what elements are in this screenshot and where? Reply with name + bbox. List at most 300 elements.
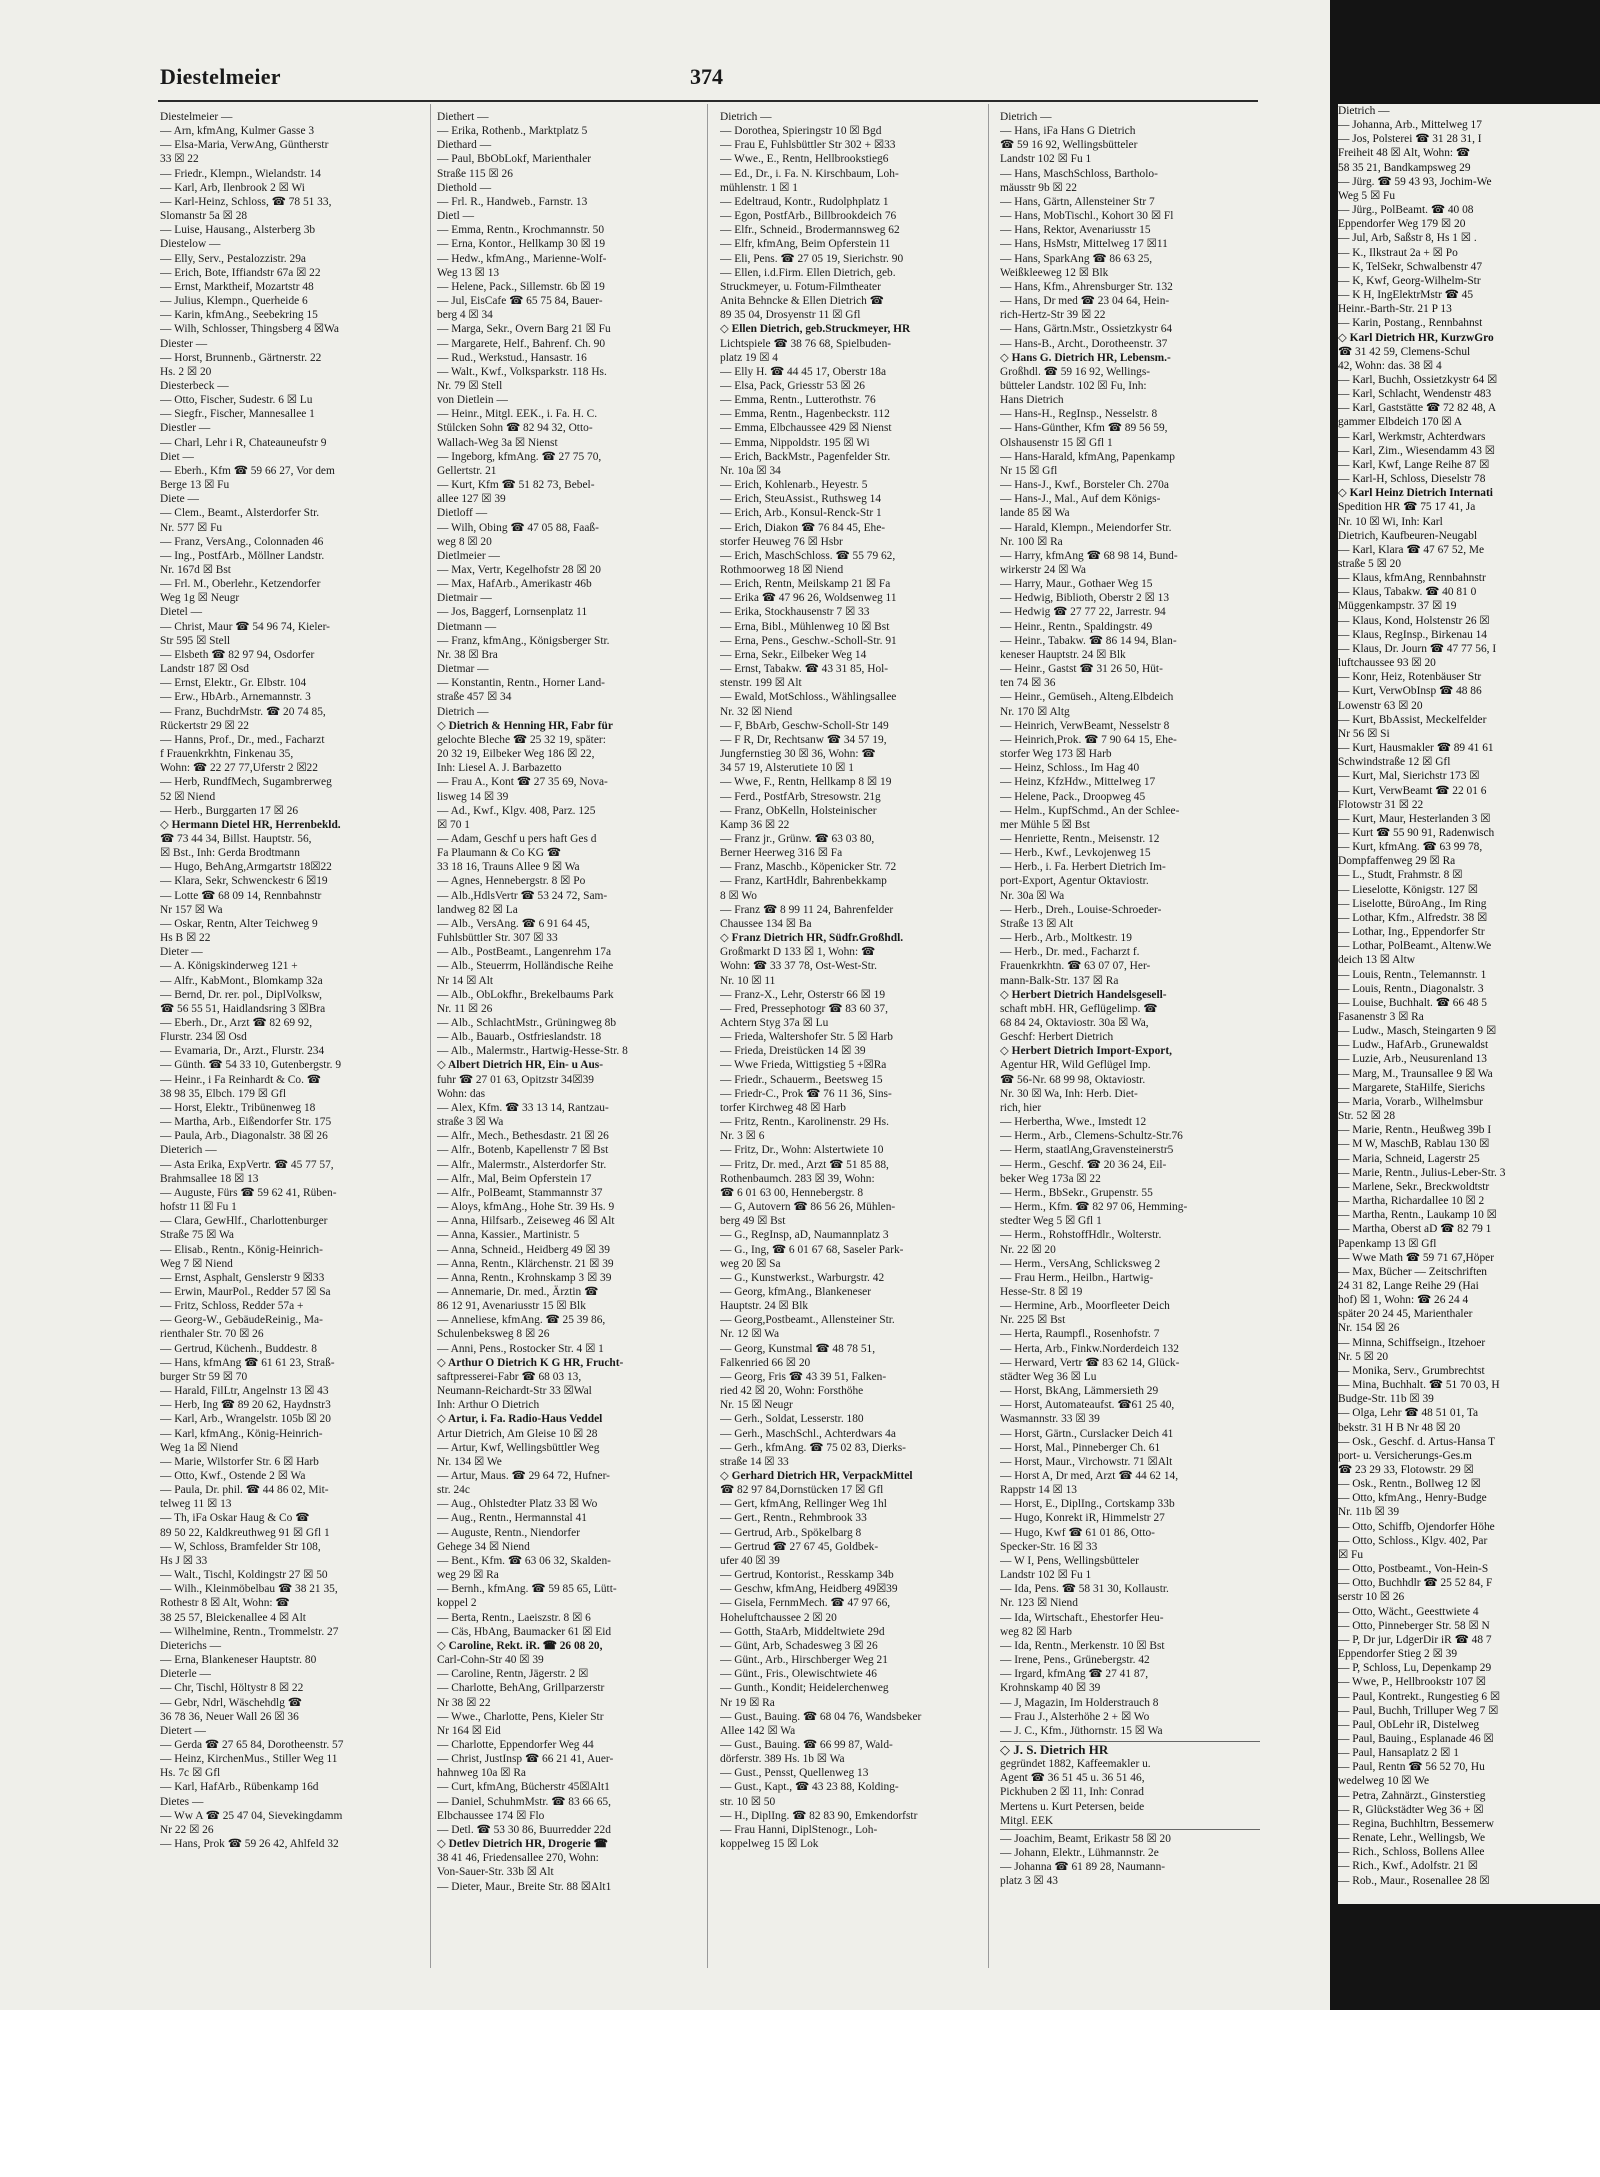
directory-entry-line: — Martha, Rentn., Laukamp 10 ☒: [1338, 1209, 1497, 1222]
directory-entry-line: — Rob., Maur., Rosenallee 28 ☒: [1338, 1874, 1490, 1887]
directory-entry-line: Flotowstr 31 ☒ 22: [1338, 798, 1424, 811]
directory-entry-line: ◇ Gerhard Dietrich HR, VerpackMittel: [720, 1470, 913, 1482]
directory-entry-line: — Erwin, MaurPol., Redder 57 ☒ Sa: [160, 1285, 331, 1298]
directory-entry-line: — Gertrud, Küchenh., Buddestr. 8: [160, 1342, 317, 1355]
directory-entry-line: — Paula, Dr. phil. ☎ 44 86 02, Mit-: [160, 1484, 329, 1497]
directory-entry-line: — Herbertha, Wwe., Imstedt 12: [1000, 1116, 1147, 1129]
directory-entry-line: — Wwe, F., Rentn, Hellkamp 8 ☒ 19: [720, 776, 892, 789]
directory-entry-line: — Aug., Ohlstedter Platz 33 ☒ Wo: [437, 1498, 598, 1511]
directory-entry-line: Nr 56 ☒ Si: [1338, 727, 1390, 740]
directory-entry-line: — Kurt, Maur, Hesterlanden 3 ☒: [1338, 812, 1491, 825]
directory-entry-line: Nr. 167d ☒ Bst: [160, 564, 231, 576]
directory-column-3: [720, 110, 980, 1970]
directory-entry-line: ◇ Arthur O Dietrich K G HR, Frucht-: [437, 1356, 624, 1369]
directory-entry-line: Landstr 102 ☒ Fu 1: [1000, 1569, 1092, 1582]
directory-entry-line: Geschf: Herbert Dietrich: [1000, 1031, 1114, 1044]
directory-entry-line: — Ernst, Asphalt, Genslerstr 9 ☒33: [160, 1271, 325, 1284]
column-divider: [988, 104, 989, 1968]
directory-entry-line: — Gerh., Soldat, Lesserstr. 180: [720, 1413, 864, 1426]
directory-entry-line: bütteler Landstr. 102 ☒ Fu, Inh:: [1000, 379, 1147, 392]
directory-entry-line: — Gunth., Kondit; Heidelerchenweg: [720, 1682, 889, 1695]
directory-entry-line: Nr. 225 ☒ Bst: [1000, 1314, 1066, 1327]
directory-entry-line: rich-Hertz-Str 39 ☒ 22: [1000, 309, 1106, 322]
directory-entry-line: — Heinr., Mitgl. EEK., i. Fa. H. C.: [437, 408, 598, 421]
directory-entry-line: — Harry, Maur., Gothaer Weg 15: [1000, 578, 1153, 591]
directory-entry-line: — Franz, Maschb., Köpenicker Str. 72: [720, 861, 897, 874]
directory-entry-line: — Hermine, Arb., Moorfleeter Deich: [1000, 1300, 1170, 1313]
directory-entry-line: 52 ☒ Niend: [160, 790, 216, 803]
directory-entry-line: Hoheluftchaussee 2 ☒ 20: [720, 1611, 837, 1624]
directory-entry-line: hof) ☒ 1, Wohn: ☎ 26 24 4: [1338, 1294, 1469, 1307]
directory-entry-line: — Berta, Rentn., Laeiszstr. 8 ☒ 6: [437, 1611, 591, 1624]
directory-entry-line: — Johanna ☎ 61 89 28, Naumann-: [1000, 1861, 1166, 1874]
directory-entry-line: — Lothar, PolBeamt., Altenw.We: [1338, 940, 1492, 953]
directory-entry-line: Hs. 2 ☒ 20: [160, 365, 212, 378]
directory-entry-line: — M W, MaschB, Rablau 130 ☒: [1338, 1138, 1490, 1151]
directory-entry-line: — Erika, Rothenb., Marktplatz 5: [437, 125, 588, 138]
directory-entry-line: weg 82 ☒ Harb: [1000, 1625, 1072, 1638]
directory-entry-line: — Asta Erika, ExpVertr. ☎ 45 77 57,: [160, 1158, 334, 1171]
directory-entry-line: ◇ Karl Heinz Dietrich Internati: [1338, 487, 1493, 500]
directory-entry-line: — Heinrich, VerwBeamt, Nesselstr 8: [1000, 719, 1170, 732]
directory-entry-line: Hs B ☒ 22: [160, 932, 211, 945]
directory-entry-line: Agentur HR, Wild Geflügel Imp.: [1000, 1059, 1151, 1072]
directory-entry-line: — Rud., Werkstud., Hansastr. 16: [437, 351, 587, 364]
directory-entry-line: — Hans, HsMstr, Mittelweg 17 ☒11: [1000, 238, 1168, 251]
directory-entry-line: — Franz, VersAng., Colonnaden 46: [160, 535, 324, 548]
directory-entry-line: — Franz jr., Grünw. ☎ 63 03 80,: [720, 832, 875, 845]
directory-entry-line: Artur Dietrich, Am Gleise 10 ☒ 28: [437, 1427, 598, 1440]
directory-entry-line: — Hugo, Kwf ☎ 61 01 86, Otto-: [1000, 1526, 1155, 1539]
directory-entry-line: keneser Hauptstr. 24 ☒ Blk: [1000, 648, 1126, 661]
directory-entry-line: Dietmair —: [437, 592, 492, 605]
directory-entry-line: Berner Heerweg 316 ☒ Fa: [720, 847, 843, 860]
directory-entry-line: Dietmann —: [437, 620, 497, 633]
boxed-advertisement-entry: [1000, 1741, 1260, 1830]
directory-entry-line: — Klaus, Tabakw. ☎ 40 81 0: [1338, 586, 1477, 599]
directory-entry-line: 34 57 19, Alsterutiete 10 ☒ 1: [720, 762, 854, 775]
directory-entry-line: ☎ 82 97 84,Dornstücken 17 ☒ Gfl: [720, 1484, 884, 1497]
directory-entry-line: — Anna, Rentn., Krohnskamp 3 ☒ 39: [437, 1271, 612, 1284]
directory-entry-line: — Ida, Rentn., Merkenstr. 10 ☒ Bst: [1000, 1639, 1165, 1652]
directory-entry-line: — Charlotte, BehAng, Grillparzerstr: [437, 1682, 605, 1695]
directory-entry-line: ufer 40 ☒ 39: [720, 1554, 780, 1567]
directory-entry-line: — Heinz, Schloss., Im Hag 40: [1000, 762, 1140, 775]
directory-entry-line: — Gust., Kapt., ☎ 43 23 88, Kolding-: [720, 1781, 899, 1794]
directory-entry-line: Achtern Styg 37a ☒ Lu: [720, 1017, 829, 1029]
directory-entry-line: Nr 19 ☒ Ra: [720, 1696, 775, 1709]
directory-entry-line: — Wwe, P., Hellbrookstr 107 ☒: [1338, 1676, 1486, 1689]
directory-entry-line: — Dieter, Maur., Breite Str. 88 ☒Alt1: [437, 1880, 612, 1893]
directory-entry-line: str. 10 ☒ 50: [720, 1795, 776, 1808]
directory-entry-line: ☎ 6 01 63 00, Hennebergstr. 8: [720, 1186, 864, 1199]
directory-entry-line: Nr. 11 ☒ 26: [437, 1002, 493, 1015]
directory-entry-line: — G., Kunstwerkst., Warburgstr. 42: [720, 1271, 885, 1284]
directory-entry-line: — Gisela, FernmMech. ☎ 47 97 66,: [720, 1597, 891, 1610]
directory-entry-line: — Herm., VersAng, Schlicksweg 2: [1000, 1257, 1161, 1270]
directory-entry-line: — Herm., Kfm. ☎ 82 97 06, Hemming-: [1000, 1201, 1188, 1214]
directory-entry-line: — Herta, Arb., Finkw.Norderdeich 132: [1000, 1342, 1179, 1355]
directory-entry-line: — Paul, BbObLokf, Marienthaler: [437, 153, 592, 166]
directory-entry-line: — Günt, Arb, Schadesweg 3 ☒ 26: [720, 1639, 878, 1652]
directory-entry-line: — Louise, Buchhalt. ☎ 66 48 5: [1338, 996, 1487, 1009]
directory-entry-line: Nr. 11b ☒ 39: [1338, 1506, 1400, 1519]
directory-entry-line: — Klaus, Dr. Journ ☎ 47 77 56, I: [1338, 642, 1497, 655]
directory-entry-line: ◇ Dietrich & Henning HR, Fabr für: [437, 719, 613, 732]
directory-entry-line: Dietrich —: [437, 705, 489, 718]
directory-entry-line: — Horst, Mal., Pinneberger Ch. 61: [1000, 1441, 1161, 1454]
directory-entry-line: — Günt., Arb., Hirschberger Weg 21: [720, 1654, 888, 1667]
directory-entry-line: — Max, Bücher — Zeitschriften: [1338, 1265, 1487, 1278]
directory-entry-line: — Erika ☎ 47 96 26, Woldsenweg 11: [720, 592, 897, 605]
directory-entry-line: ☎ 31 42 59, Clemens-Schul: [1338, 345, 1471, 358]
directory-entry-line: — Ellen, i.d.Firm. Ellen Dietrich, geb.: [720, 266, 896, 279]
directory-entry-line: — Louis, Rentn., Telemannstr. 1: [1338, 968, 1487, 981]
directory-entry-line: Nr. 577 ☒ Fu: [160, 521, 223, 534]
directory-entry-line: — Frau E, Fuhlsbüttler Str 302 + ☒33: [720, 139, 896, 152]
directory-entry-line: luftchaussee 93 ☒ 20: [1338, 657, 1436, 670]
directory-entry-line: Mertens u. Kurt Petersen, beide: [1000, 1800, 1145, 1813]
directory-entry-line: Brahmsallee 18 ☒ 13: [160, 1172, 259, 1185]
directory-entry-line: — Gerh., MaschSchl., Achterdwars 4a: [720, 1427, 896, 1440]
directory-entry-line: — Ww A ☎ 25 47 04, Sievekingdamm: [160, 1809, 343, 1822]
facing-page-edge: [1330, 0, 1600, 2010]
directory-entry-line: — Alb., PostBeamt., Langenrehm 17a: [437, 946, 611, 959]
directory-entry-line: Weg 1a ☒ Niend: [160, 1441, 238, 1454]
directory-entry-line: — Ludw., Masch, Steingarten 9 ☒: [1338, 1025, 1497, 1038]
directory-entry-line: — Erich, Bote, Iffiandstr 67a ☒ 22: [160, 266, 321, 279]
directory-entry-line: — Hans, MaschSchloss, Bartholo-: [1000, 167, 1158, 180]
page-number: 374: [690, 64, 723, 89]
directory-entry-line: — H., DiplIng. ☎ 82 83 90, Emkendorfstr: [720, 1809, 918, 1822]
directory-entry-line: — Marga, Sekr., Overn Barg 21 ☒ Fu: [437, 323, 611, 336]
directory-column-2: [437, 110, 697, 1970]
directory-entry-line: Wohn: ☎ 33 37 78, Ost-West-Str.: [720, 960, 877, 973]
directory-entry-line: — Elsa, Pack, Griesstr 53 ☒ 26: [720, 379, 865, 392]
directory-entry-line: bekstr. 31 H B Nr 48 ☒ 20: [1338, 1421, 1461, 1434]
directory-entry-line: — Martha, Arb., Eißendorfer Str. 175: [160, 1116, 332, 1129]
directory-entry-line: Nr. 154 ☒ 26: [1338, 1322, 1400, 1335]
directory-entry-line: Schulenbeksweg 8 ☒ 26: [437, 1328, 550, 1341]
directory-entry-line: Krohnskamp 40 ☒ 39: [1000, 1682, 1101, 1695]
directory-entry-line: ried 42 ☒ 20, Wohn: Forsthöhe: [720, 1385, 864, 1398]
directory-entry-line: mäusstr 9b ☒ 22: [1000, 181, 1077, 194]
directory-entry-line: Nr. 3 ☒ 6: [720, 1130, 765, 1143]
directory-entry-line: — Otto, Wächt., Geesttwiete 4: [1338, 1605, 1479, 1618]
directory-entry-line: Nr. 100 ☒ Ra: [1000, 535, 1063, 548]
directory-entry-line: Rappstr 14 ☒ 13: [1000, 1484, 1077, 1497]
directory-entry-line: rienthaler Str. 70 ☒ 26: [160, 1328, 264, 1341]
directory-entry-line: — Horst, E., DiplIng., Cortskamp 33b: [1000, 1498, 1175, 1511]
directory-entry-line: 24 31 82, Lange Reihe 29 (Hai: [1338, 1279, 1479, 1292]
directory-entry-line: — Daniel, SchuhmMstr. ☎ 83 66 65,: [437, 1795, 611, 1808]
directory-entry-line: Nr. 30a ☒ Wa: [1000, 889, 1065, 902]
directory-entry-line: Wasmannstr. 33 ☒ 39: [1000, 1413, 1100, 1426]
directory-entry-line: — Alb., Steuerrm, Holländische Reihe: [437, 960, 614, 973]
directory-entry-line: Diesterbeck —: [160, 379, 229, 392]
directory-entry-line: — Gertrud ☎ 27 67 45, Goldbek-: [720, 1540, 879, 1553]
directory-entry-line: — Ida, Wirtschaft., Ehestorfer Heu-: [1000, 1611, 1164, 1624]
directory-entry-line: — Gerda ☎ 27 65 84, Dorotheenstr. 57: [160, 1738, 344, 1751]
directory-entry-line: — Olga, Lehr ☎ 48 51 01, Ta: [1338, 1407, 1479, 1420]
directory-entry-line: — F R, Dr, Rechtsanw ☎ 34 57 19,: [720, 733, 887, 746]
directory-entry-line: — Max, HafArb., Amerikastr 46b: [437, 578, 592, 591]
directory-entry-line: Inh: Arthur O Dietrich: [437, 1399, 540, 1412]
directory-entry-line: — Heinz, KirchenMus., Stiller Weg 11: [160, 1753, 338, 1766]
directory-entry-line: platz 19 ☒ 4: [720, 351, 778, 364]
directory-entry-line: — Louis, Rentn., Diagonalstr. 3: [1338, 982, 1484, 995]
directory-entry-line: — Hans, SparkAng ☎ 86 63 25,: [1000, 252, 1153, 265]
directory-entry-line: Str 595 ☒ Stell: [160, 634, 231, 647]
directory-entry-line: — Ernst, Tabakw. ☎ 43 31 85, Hol-: [720, 663, 889, 676]
directory-entry-line: — Marg, M., Traunsallee 9 ☒ Wa: [1338, 1067, 1493, 1080]
directory-entry-line: — Harald, Klempn., Meiendorfer Str.: [1000, 521, 1172, 534]
directory-entry-line: straße 3 ☒ Wa: [437, 1116, 504, 1129]
directory-entry-line: Fa Plaumann & Co KG ☎: [437, 847, 561, 860]
directory-entry-line: — Karl, Zim., Wiesendamm 43 ☒: [1338, 444, 1495, 457]
directory-entry-line: Dieterichs —: [160, 1639, 222, 1652]
directory-entry-line: — Elly, Serv., Pestalozzistr. 29a: [160, 252, 306, 265]
directory-entry-line: — Margarete, StaHilfe, Sierichs: [1338, 1081, 1485, 1094]
directory-entry-line: — Erich, Rentn, Meilskamp 21 ☒ Fa: [720, 578, 891, 591]
directory-entry-line: — Paul, Hansaplatz 2 ☒ 1: [1338, 1747, 1459, 1760]
directory-entry-line: Olshausenstr 15 ☒ Gfl 1: [1000, 436, 1113, 449]
directory-entry-line: Inh: Liesel A. J. Barbazetto: [437, 762, 562, 775]
directory-entry-line: — Jürg. ☎ 59 43 93, Jochim-We: [1338, 175, 1492, 188]
directory-entry-line: — Bernd, Dr. rer. pol., DiplVolksw,: [160, 988, 322, 1001]
directory-entry-line: platz 3 ☒ 43: [1000, 1875, 1058, 1888]
directory-entry-line: — Paul, ObLehr iR, Distelweg: [1338, 1718, 1480, 1731]
directory-entry-line: — Agnes, Hennebergstr. 8 ☒ Po: [437, 875, 586, 888]
directory-entry-line: gammer Elbdeich 170 ☒ A: [1338, 416, 1463, 429]
directory-entry-line: — Herta, Raumpfl., Rosenhofstr. 7: [1000, 1328, 1160, 1341]
directory-entry-line: gegründet 1882, Kaffeemakler u.: [1000, 1758, 1151, 1771]
directory-entry-line: — Lothar, Kfm., Alfredstr. 38 ☒: [1338, 911, 1488, 924]
directory-entry-line: — Karl, HafArb., Rübenkamp 16d: [160, 1781, 319, 1794]
directory-entry-line: Dietel —: [160, 606, 203, 619]
directory-entry-line: dörferstr. 389 Hs. 1b ☒ Wa: [720, 1753, 845, 1766]
directory-entry-line: Nr. 15 ☒ Neugr: [720, 1399, 793, 1412]
directory-entry-line: — Gotth, StaArb, Middeltwiete 29d: [720, 1625, 885, 1638]
directory-entry-line: — Heinrich,Prok. ☎ 7 90 64 15, Ehe-: [1000, 733, 1177, 746]
directory-entry-line: — Ed., Dr., i. Fa. N. Kirschbaum, Loh-: [720, 167, 899, 180]
directory-entry-line: Weg 13 ☒ 13: [437, 266, 500, 279]
directory-entry-line: — Otto, Kwf., Ostende 2 ☒ Wa: [160, 1470, 306, 1482]
directory-entry-line: Spedition HR ☎ 75 17 41, Ja: [1338, 501, 1476, 514]
directory-entry-line: ◇ Ellen Dietrich, geb.Struckmeyer, HR: [720, 323, 911, 336]
directory-entry-line: landweg 82 ☒ La: [437, 903, 518, 916]
directory-entry-line: — Konr, Heiz, Rotenbäuser Str: [1338, 671, 1482, 684]
directory-entry-line: — Ernst, Marktheif, Mozartstr 48: [160, 280, 314, 293]
directory-entry-line: — Georg, kfmAng., Blankeneser: [720, 1285, 871, 1298]
directory-entry-line: Hesse-Str. 8 ☒ 19: [1000, 1285, 1083, 1298]
directory-entry-line: — Kurt, Mal, Sierichstr 173 ☒: [1338, 770, 1480, 783]
directory-entry-line: — Jul, Arb, Saßstr 8, Hs 1 ☒ .: [1338, 232, 1477, 245]
directory-entry-line: — Liselotte, BüroAng., Im Ring: [1338, 897, 1487, 910]
directory-entry-line: — Alfr., PolBeamt, Stammannstr 37: [437, 1186, 603, 1199]
directory-entry-line: stedter Weg 5 ☒ Gfl 1: [1000, 1215, 1102, 1228]
directory-entry-line: — Hans-J., Kwf., Borsteler Ch. 270a: [1000, 479, 1169, 492]
directory-entry-line: — K., Ilkstraut 2a + ☒ Po: [1338, 246, 1458, 259]
directory-entry-line: Nr. 38 ☒ Bra: [437, 648, 498, 661]
directory-entry-line: — Anneliese, kfmAng. ☎ 25 39 86,: [437, 1314, 606, 1327]
directory-entry-line: — Herb, RundfMech, Sugambrerweg: [160, 776, 332, 789]
directory-entry-line: — K, Kwf, Georg-Wilhelm-Str: [1338, 274, 1481, 287]
directory-entry-line: Dieterle —: [160, 1668, 211, 1681]
directory-entry-line: 8 ☒ Wo: [720, 889, 757, 902]
directory-entry-line: — Hedwig, Biblioth, Oberstr 2 ☒ 13: [1000, 592, 1170, 605]
column-divider: [707, 104, 708, 1968]
directory-entry-line: — Ernst, Elektr., Gr. Elbstr. 104: [160, 677, 307, 690]
directory-entry-line: Allee 142 ☒ Wa: [720, 1724, 796, 1737]
directory-entry-line: — Karl, Kwf, Lange Reihe 87 ☒: [1338, 458, 1490, 471]
directory-entry-line: — Osk., Geschf. d. Artus-Hansa T: [1338, 1435, 1496, 1448]
directory-entry-line: ◇ Hermann Dietel HR, Herrenbekld.: [160, 818, 341, 831]
directory-entry-line: — Walt., Kwf., Volksparkstr. 118 Hs.: [437, 365, 607, 378]
directory-entry-line: — Jos, Polsterei ☎ 31 28 31, I: [1338, 133, 1482, 146]
directory-entry-line: — Elfr, kfmAng, Beim Opferstein 11: [720, 238, 891, 251]
directory-entry-line: 20 32 19, Eilbeker Weg 186 ☒ 22,: [437, 748, 595, 761]
directory-entry-line: — Marlene, Sekr., Breckwoldtstr: [1338, 1180, 1490, 1193]
directory-entry-line: 36 78 36, Neuer Wall 26 ☒ 36: [160, 1710, 299, 1723]
directory-entry-line: — Franz, kfmAng., Königsberger Str.: [437, 634, 610, 647]
directory-entry-line: — Auguste, Rentn., Niendorfer: [437, 1526, 580, 1539]
directory-entry-line: — Horst, Maur., Virchowstr. 71 ☒Alt: [1000, 1455, 1173, 1468]
directory-entry-line: — Christ, Maur ☎ 54 96 74, Kieler-: [160, 620, 330, 633]
directory-entry-line: — Friedr-C., Prok ☎ 76 11 36, Sins-: [720, 1087, 892, 1100]
directory-entry-line: — Emma, Rentn., Krochmannstr. 50: [437, 224, 605, 237]
directory-entry-line: Lowenstr 63 ☒ 20: [1338, 699, 1423, 712]
directory-entry-line: — J, Magazin, Im Holderstrauch 8: [1000, 1696, 1159, 1709]
directory-entry-line: Neumann-Reichardt-Str 33 ☒Wal: [437, 1385, 592, 1398]
directory-entry-line: — Klaus, RegInsp., Birkenau 14: [1338, 628, 1488, 641]
directory-entry-line: Heinr.-Barth-Str. 21 P 13: [1338, 303, 1452, 316]
directory-entry-line: — Hans, Gärtn, Allensteiner Str 7: [1000, 195, 1155, 208]
directory-entry-line: — Annemarie, Dr. med., Ärztin ☎: [437, 1285, 599, 1298]
directory-entry-line: — Georg-W., GebäudeReinig., Ma-: [160, 1314, 323, 1327]
directory-entry-line: koppelweg 15 ☒ Lok: [720, 1838, 819, 1851]
directory-entry-line: berg 49 ☒ Bst: [720, 1215, 786, 1228]
directory-entry-line: — Wwe., E., Rentn, Hellbrookstieg6: [720, 153, 889, 166]
advertisement-name: ◇ J. S. Dietrich HR: [1000, 1742, 1109, 1757]
directory-entry-line: — Alex, Kfm. ☎ 33 13 14, Rantzau-: [437, 1101, 609, 1114]
directory-entry-line: Diethert —: [437, 111, 489, 123]
directory-entry-line: später 20 24 45, Marienthaler: [1338, 1308, 1473, 1321]
directory-entry-line: wedelweg 10 ☒ We: [1338, 1775, 1430, 1788]
directory-entry-line: — Hans, MobTischl., Kohort 30 ☒ Fl: [1000, 210, 1174, 223]
directory-entry-line: Chaussee 134 ☒ Ba: [720, 917, 812, 930]
directory-entry-line: deich 13 ☒ Altw: [1338, 954, 1415, 967]
directory-entry-line: — Hans, Rektor, Avenariusstr 15: [1000, 224, 1151, 237]
directory-entry-line: — Hans-Harald, kfmAng, Papenkamp: [1000, 450, 1175, 463]
directory-entry-line: — Otto, Postbeamt., Von-Hein-S: [1338, 1563, 1489, 1576]
directory-entry-line: — Emma, Nippoldstr. 195 ☒ Wi: [720, 436, 870, 449]
directory-entry-line: — Hanns, Prof., Dr., med., Facharzt: [160, 733, 325, 746]
directory-entry-line: — Ewald, MotSchloss., Wählingsallee: [720, 691, 897, 704]
directory-entry-line: — Cäs, HbAng, Baumacker 61 ☒ Eid: [437, 1625, 612, 1638]
directory-entry-line: — Joachim, Beamt, Erikastr 58 ☒ 20: [1000, 1832, 1171, 1845]
directory-entry-line: Lichtspiele ☎ 38 76 68, Spielbuden-: [720, 337, 892, 350]
directory-entry-line: — Alfr., Malermstr., Alsterdorfer Str.: [437, 1158, 607, 1171]
directory-entry-line: — Erika, Stockhausenstr 7 ☒ 33: [720, 606, 870, 619]
directory-entry-line: Müggenkampstr. 37 ☒ 19: [1338, 600, 1457, 613]
directory-entry-line: — Wilhelmine, Rentn., Trommelstr. 27: [160, 1625, 339, 1638]
directory-entry-line: straße 5 ☒ 20: [1338, 558, 1402, 570]
directory-entry-line: Dietloff —: [437, 507, 488, 520]
directory-entry-line: — Paul, Buchh, Trilluper Weg 7 ☒: [1338, 1704, 1499, 1717]
directory-entry-line: — Ad., Kwf., Klgv. 408, Parz. 125: [437, 804, 596, 817]
directory-entry-line: — Marie, Rentn., Heußweg 39b I: [1338, 1124, 1492, 1137]
directory-entry-line: — Aug., Rentn., Hermannstal 41: [437, 1512, 587, 1525]
running-head-name: Diestelmeier: [160, 64, 281, 89]
directory-entry-line: Diester —: [160, 337, 208, 350]
directory-entry-line: Dietes —: [160, 1795, 204, 1808]
directory-entry-line: — Hans, Kfm., Ahrensburger Str. 132: [1000, 280, 1173, 293]
directory-entry-line: — Horst, Automateaufst. ☎61 25 40,: [1000, 1399, 1175, 1412]
directory-entry-line: Kamp 36 ☒ 22: [720, 818, 790, 831]
directory-entry-line: berg 4 ☒ 34: [437, 309, 493, 322]
directory-entry-line: — Wwe., Charlotte, Pens, Kieler Str: [437, 1710, 604, 1723]
directory-entry-line: gelochte Bleche ☎ 25 32 19, später:: [437, 733, 606, 746]
directory-entry-line: — Alb., Malermstr., Hartwig-Hesse-Str. 8: [437, 1045, 628, 1058]
directory-entry-line: — Otto, Pinneberger Str. 58 ☒ N: [1338, 1619, 1490, 1632]
directory-entry-line: Diethold —: [437, 181, 492, 194]
directory-entry-line: Diete —: [160, 493, 199, 506]
directory-entry-line: hofstr 11 ☒ Fu 1: [160, 1201, 237, 1214]
directory-entry-line: mer Mühle 5 ☒ Bst: [1000, 818, 1090, 831]
directory-entry-line: ☎ 56 55 51, Haidlandsring 3 ☒Bra: [160, 1002, 326, 1015]
directory-entry-line: — Klara, Sekr, Schwenckestr 6 ☒19: [160, 875, 328, 888]
directory-entry-line: — Fritz, Schloss, Redder 57a +: [160, 1300, 304, 1313]
directory-entry-line: — Artur, Maus. ☎ 29 64 72, Hufner-: [437, 1470, 610, 1482]
directory-entry-line: — Luise, Hausang., Alsterberg 3b: [160, 224, 316, 237]
directory-entry-line: — Friedr., Klempn., Wielandstr. 14: [160, 167, 321, 180]
directory-entry-line: — Konstantin, Rentn., Horner Land-: [437, 677, 605, 690]
directory-entry-line: Nr. 10 ☒ 11: [720, 974, 776, 987]
directory-entry-line: — Evamaria, Dr., Arzt., Flurstr. 234: [160, 1045, 325, 1058]
directory-entry-line: — Ferd., PostfArb, Stresowstr. 21g: [720, 790, 881, 803]
directory-entry-line: — Frl. R., Handweb., Farnstr. 13: [437, 195, 588, 208]
directory-entry-line: — Clara, GewHlf., Charlottenburger: [160, 1215, 328, 1228]
directory-entry-line: ◇ Karl Dietrich HR, KurzwGro: [1338, 331, 1494, 344]
directory-entry-line: ◇ Artur, i. Fa. Radio-Haus Veddel: [437, 1413, 603, 1426]
directory-entry-line: — Karin, kfmAng., Seebekring 15: [160, 309, 318, 322]
directory-entry-line: Gellertstr. 21: [437, 464, 497, 477]
directory-entry-line: Nr. 32 ☒ Niend: [720, 705, 793, 718]
directory-entry-line: Berge 13 ☒ Fu: [160, 479, 230, 492]
directory-entry-line: — Dorothea, Spieringstr 10 ☒ Bgd: [720, 125, 882, 138]
directory-entry-line: Schwindstraße 12 ☒ Gfl: [1338, 756, 1451, 769]
directory-entry-line: — Minna, Schiffseign., Itzehoer: [1338, 1336, 1486, 1349]
directory-entry-line: Hs. 7c ☒ Gfl: [160, 1767, 221, 1780]
directory-entry-line: — Lothar, Ing., Eppendorfer Str: [1338, 926, 1485, 939]
directory-entry-line: port-Export, Agentur Oktaviostr.: [1000, 875, 1149, 888]
directory-entry-line: — Martha, Oberst aD ☎ 82 79 1: [1338, 1223, 1492, 1236]
directory-entry-line: — Gust., Bauing. ☎ 68 04 76, Wandsbeker: [720, 1710, 922, 1723]
directory-entry-line: Weißkleeweg 12 ☒ Blk: [1000, 266, 1109, 279]
directory-entry-line: — Georg, Fris ☎ 43 39 51, Falken-: [720, 1370, 887, 1383]
directory-entry-line: — Elisab., Rentn., König-Heinrich-: [160, 1243, 323, 1256]
directory-entry-line: — Georg,Postbeamt., Allensteiner Str.: [720, 1314, 895, 1327]
directory-entry-line: Stülcken Sohn ☎ 82 94 32, Otto-: [437, 422, 593, 435]
directory-entry-line: — Frau Hanni, DiplStenogr., Loh-: [720, 1823, 878, 1836]
directory-entry-line: — Erich, BackMstr., Pagenfelder Str.: [720, 450, 891, 463]
directory-entry-line: — Erna, Sekr., Eilbeker Weg 14: [720, 648, 867, 661]
directory-entry-line: — Karl, Buchh, Ossietzkystr 64 ☒: [1338, 373, 1498, 386]
directory-entry-line: straße 457 ☒ 34: [437, 691, 512, 704]
directory-entry-line: — Caroline, Rentn, Jägerstr. 2 ☒: [437, 1668, 589, 1681]
directory-entry-line: Slomanstr 5a ☒ 28: [160, 210, 248, 223]
